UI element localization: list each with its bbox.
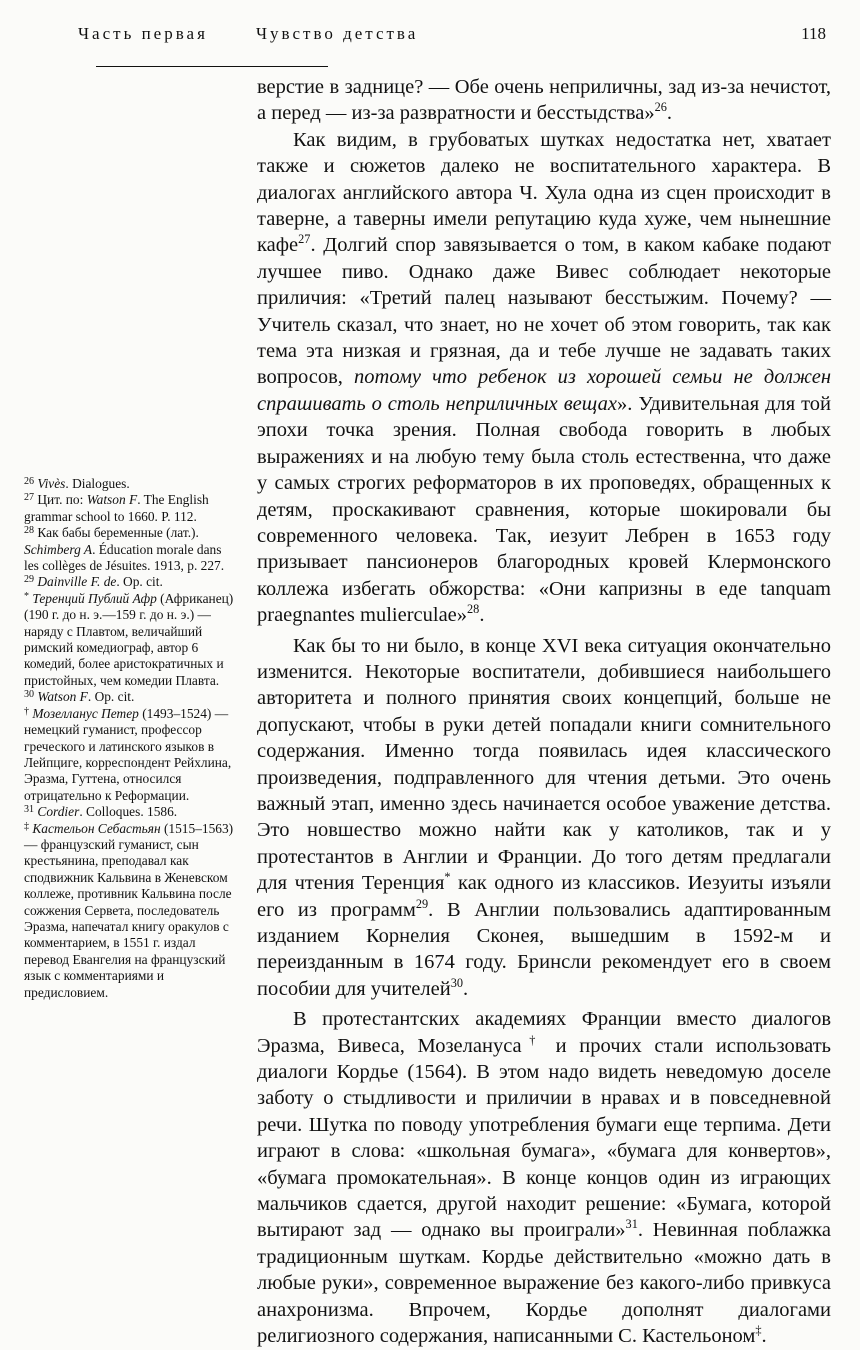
footnote-double-dagger: [24, 821, 238, 1001]
note-mark: 30: [24, 689, 35, 701]
note-text: . Colloques. 1586.: [79, 804, 178, 820]
footnote-ref-28: 28: [467, 602, 480, 617]
text-run: В протестантских академиях Франции вместо диалогов Эразма, Вивеса, Мозелануса: [257, 1008, 831, 1057]
paragraph-1: [257, 74, 831, 127]
note-text: . The English grammar school to 1660. P. 112.: [24, 492, 209, 524]
note-author: Теренций Публий Афр: [32, 590, 157, 606]
text-run: Как видим, в грубоватых шутках недостатка нет, хватает также и сюжетов далеко не воспитательного характера. В диалогах английского автора Ч. Хула одна из сцен происходит в таверне, а таверны имели репутацию куда хуже, чем нынешние кафе: [257, 128, 831, 257]
note-mark: †: [24, 705, 30, 717]
text-run: и прочих стали использовать диалоги Кордье (1564). В этом надо видеть неведомую доселе заботу о стыдливости и приличии в нравах и в повседневной речи. Шутка по поводу употребления бумаги еще терпима. Дети играют в слова: «школьная бумага», «бумага для конвертов», «бумага промокательная». В конце концов один из играющих мальчиков сдается, другой находит решение: «Бумага, которой вытирают зад — однако вы проиграли»: [257, 1034, 832, 1242]
note-mark: 31: [24, 804, 35, 816]
footnote-31: [24, 804, 238, 820]
note-text: . Op. cit.: [87, 689, 135, 705]
text-run: .: [462, 977, 469, 1000]
footnote-ref-30: 30: [450, 975, 463, 990]
footnote-ref-31: 31: [625, 1217, 638, 1232]
italic-text: потому что ребенок из хорошей семьи не должен спрашивать о столь неприличных вещах: [257, 366, 831, 415]
text-run: . Долгий спор завязывается о том, в каком кабаке подают лучшее пиво. Однако даже Вивес соблюдает некоторые приличия: «Третий палец называют бесстыжим. Почему? — Учитель сказал, что знает, но не хочет об этом говорить, так как тема эта низкая и грязная, да и тебе лучше не задавать таких вопросов,: [257, 234, 831, 389]
footnote-ref-27: 27: [298, 232, 311, 247]
note-prefix: Как бабы беременные (лат.).: [37, 525, 199, 541]
margin-notes: [24, 476, 238, 1001]
note-mark: *: [24, 590, 30, 602]
header-rule: [96, 66, 328, 67]
paragraph-4: [257, 1006, 831, 1349]
footnote-27: [24, 492, 238, 525]
header-chapter: Чувство детства: [256, 24, 419, 43]
text-run: как одного из классиков. Иезуиты изъяли его из программ: [257, 872, 832, 921]
footnote-mark-double-dagger: ‡: [755, 1323, 762, 1338]
note-author: Мозелланус Петер: [32, 705, 139, 721]
paragraph-3: [257, 633, 831, 1003]
note-text: . Dialogues.: [65, 476, 130, 491]
note-author: Watson F: [86, 492, 138, 508]
footnote-mark-asterisk: *: [444, 870, 451, 885]
text-run: . Невинная поблажка традиционным шуткам. Кордье действительно «можно дать в любые руки», современное выражение без какого-либо привкуса анахронизма. Впрочем, Кордье дополнят диалогами религиозного содержания, написанными С. Кастельоном: [257, 1219, 831, 1348]
text-run: .: [479, 604, 485, 627]
text-run: . В Англии пользовались адаптированным изданием Корнелия Сконея, вышедшим в 1592-м и переизданным в 1674 году. Бринсли рекомендует его в своем пособии для учителей: [257, 898, 831, 1000]
footnote-29: [24, 574, 238, 590]
footnote-mark-dagger: †: [521, 1032, 543, 1047]
note-mark: 27: [24, 492, 35, 504]
note-text: (1493–1524) — немецкий гуманист, профессор греческого и латинского языков в Лейпциге, корреспондент Рейхлина, Эразма, Гуттена, относился отрицательно к Реформации.: [24, 705, 232, 803]
footnote-dagger: [24, 706, 238, 804]
footnote-26: [24, 476, 238, 492]
text-run: ». Удивительная для той эпохи точка зрения. Полная свобода говорить в любых выражениях и на любую тему была столь естественна, что даже у самых строгих реформаторов в их проповедях, обращенных к детям, проскакивают сравнения, которые шокировали бы современного человека. Так, иезуит Лебрен в 1653 году призывает пансионеров благородных кровей Клермонского коллежа избегать обжорства: «Они капризны в еде tanquam praegnantes mulierculae»: [257, 392, 831, 627]
running-header: [78, 20, 828, 52]
page-number: 118: [801, 24, 826, 43]
text-run: .: [666, 102, 673, 125]
note-mark: ‡: [24, 820, 30, 832]
note-text: . Op. cit.: [116, 574, 163, 590]
note-author: Schimberg A: [24, 541, 93, 557]
note-mark: 29: [24, 574, 35, 586]
main-text: [257, 74, 831, 1350]
note-text: . Éducation morale dans les collèges de Jésuites. 1913, p. 227.: [24, 541, 225, 574]
note-author: Vivès: [37, 476, 66, 491]
note-mark: 26: [24, 475, 35, 487]
footnote-ref-29: 29: [415, 896, 429, 911]
header-part: Часть первая: [78, 24, 208, 43]
note-prefix: Цит. по:: [37, 492, 87, 508]
note-mark: 28: [24, 525, 35, 537]
text-run: .: [761, 1325, 767, 1348]
footnote-ref-26: 26: [654, 100, 667, 115]
note-author: Watson F: [37, 689, 88, 705]
paragraph-2: [257, 127, 831, 629]
text-run: верстие в заднице? — Обе очень неприличны, зад из-за нечистот, а перед — из-за развратности и бесстыдства»: [257, 76, 831, 125]
note-text: (Африканец) (190 г. до н. э.—159 г. до н. э.) — наряду с Плавтом, величайший римский комедиограф, автор 6 комедий, более аристократичных и пристойных, чем комедии Плавта.: [24, 590, 234, 688]
note-author: Кастельон Себастьян: [32, 820, 161, 836]
footnote-28: [24, 525, 238, 574]
footnote-asterisk: [24, 591, 238, 689]
footnote-30: [24, 689, 238, 705]
note-author: Cordier: [37, 804, 80, 820]
note-author: Dainville F. de: [37, 574, 117, 590]
note-text: (1515–1563) — французский гуманист, сын крестьянина, преподавал как сподвижник Кальвина в Женевском коллеже, противник Кальвина после сожжения Сервета, последователь Эразма, напечатал книгу оракулов с комментарием, в 1551 г. издал перевод Евангелия на французский язык с комментариями и предисловием.: [24, 820, 234, 1000]
text-run: Как бы то ни было, в конце XVI века ситуация окончательно изменится. Некоторые воспитатели, добившиеся наибольшего авторитета и полного принятия своих концепций, больше не допускают, чтобы в руки детей попадали книги сомнительного содержания. Именно тогда появилась идея классического произведения, подправленного для чтения детьми. Это очень важный этап, именно здесь начинается особое уважение детства. Это новшество можно найти как у католиков, так и у протестантов в Англии и Франции. До того детям предлагали для чтения Теренция: [257, 634, 831, 895]
